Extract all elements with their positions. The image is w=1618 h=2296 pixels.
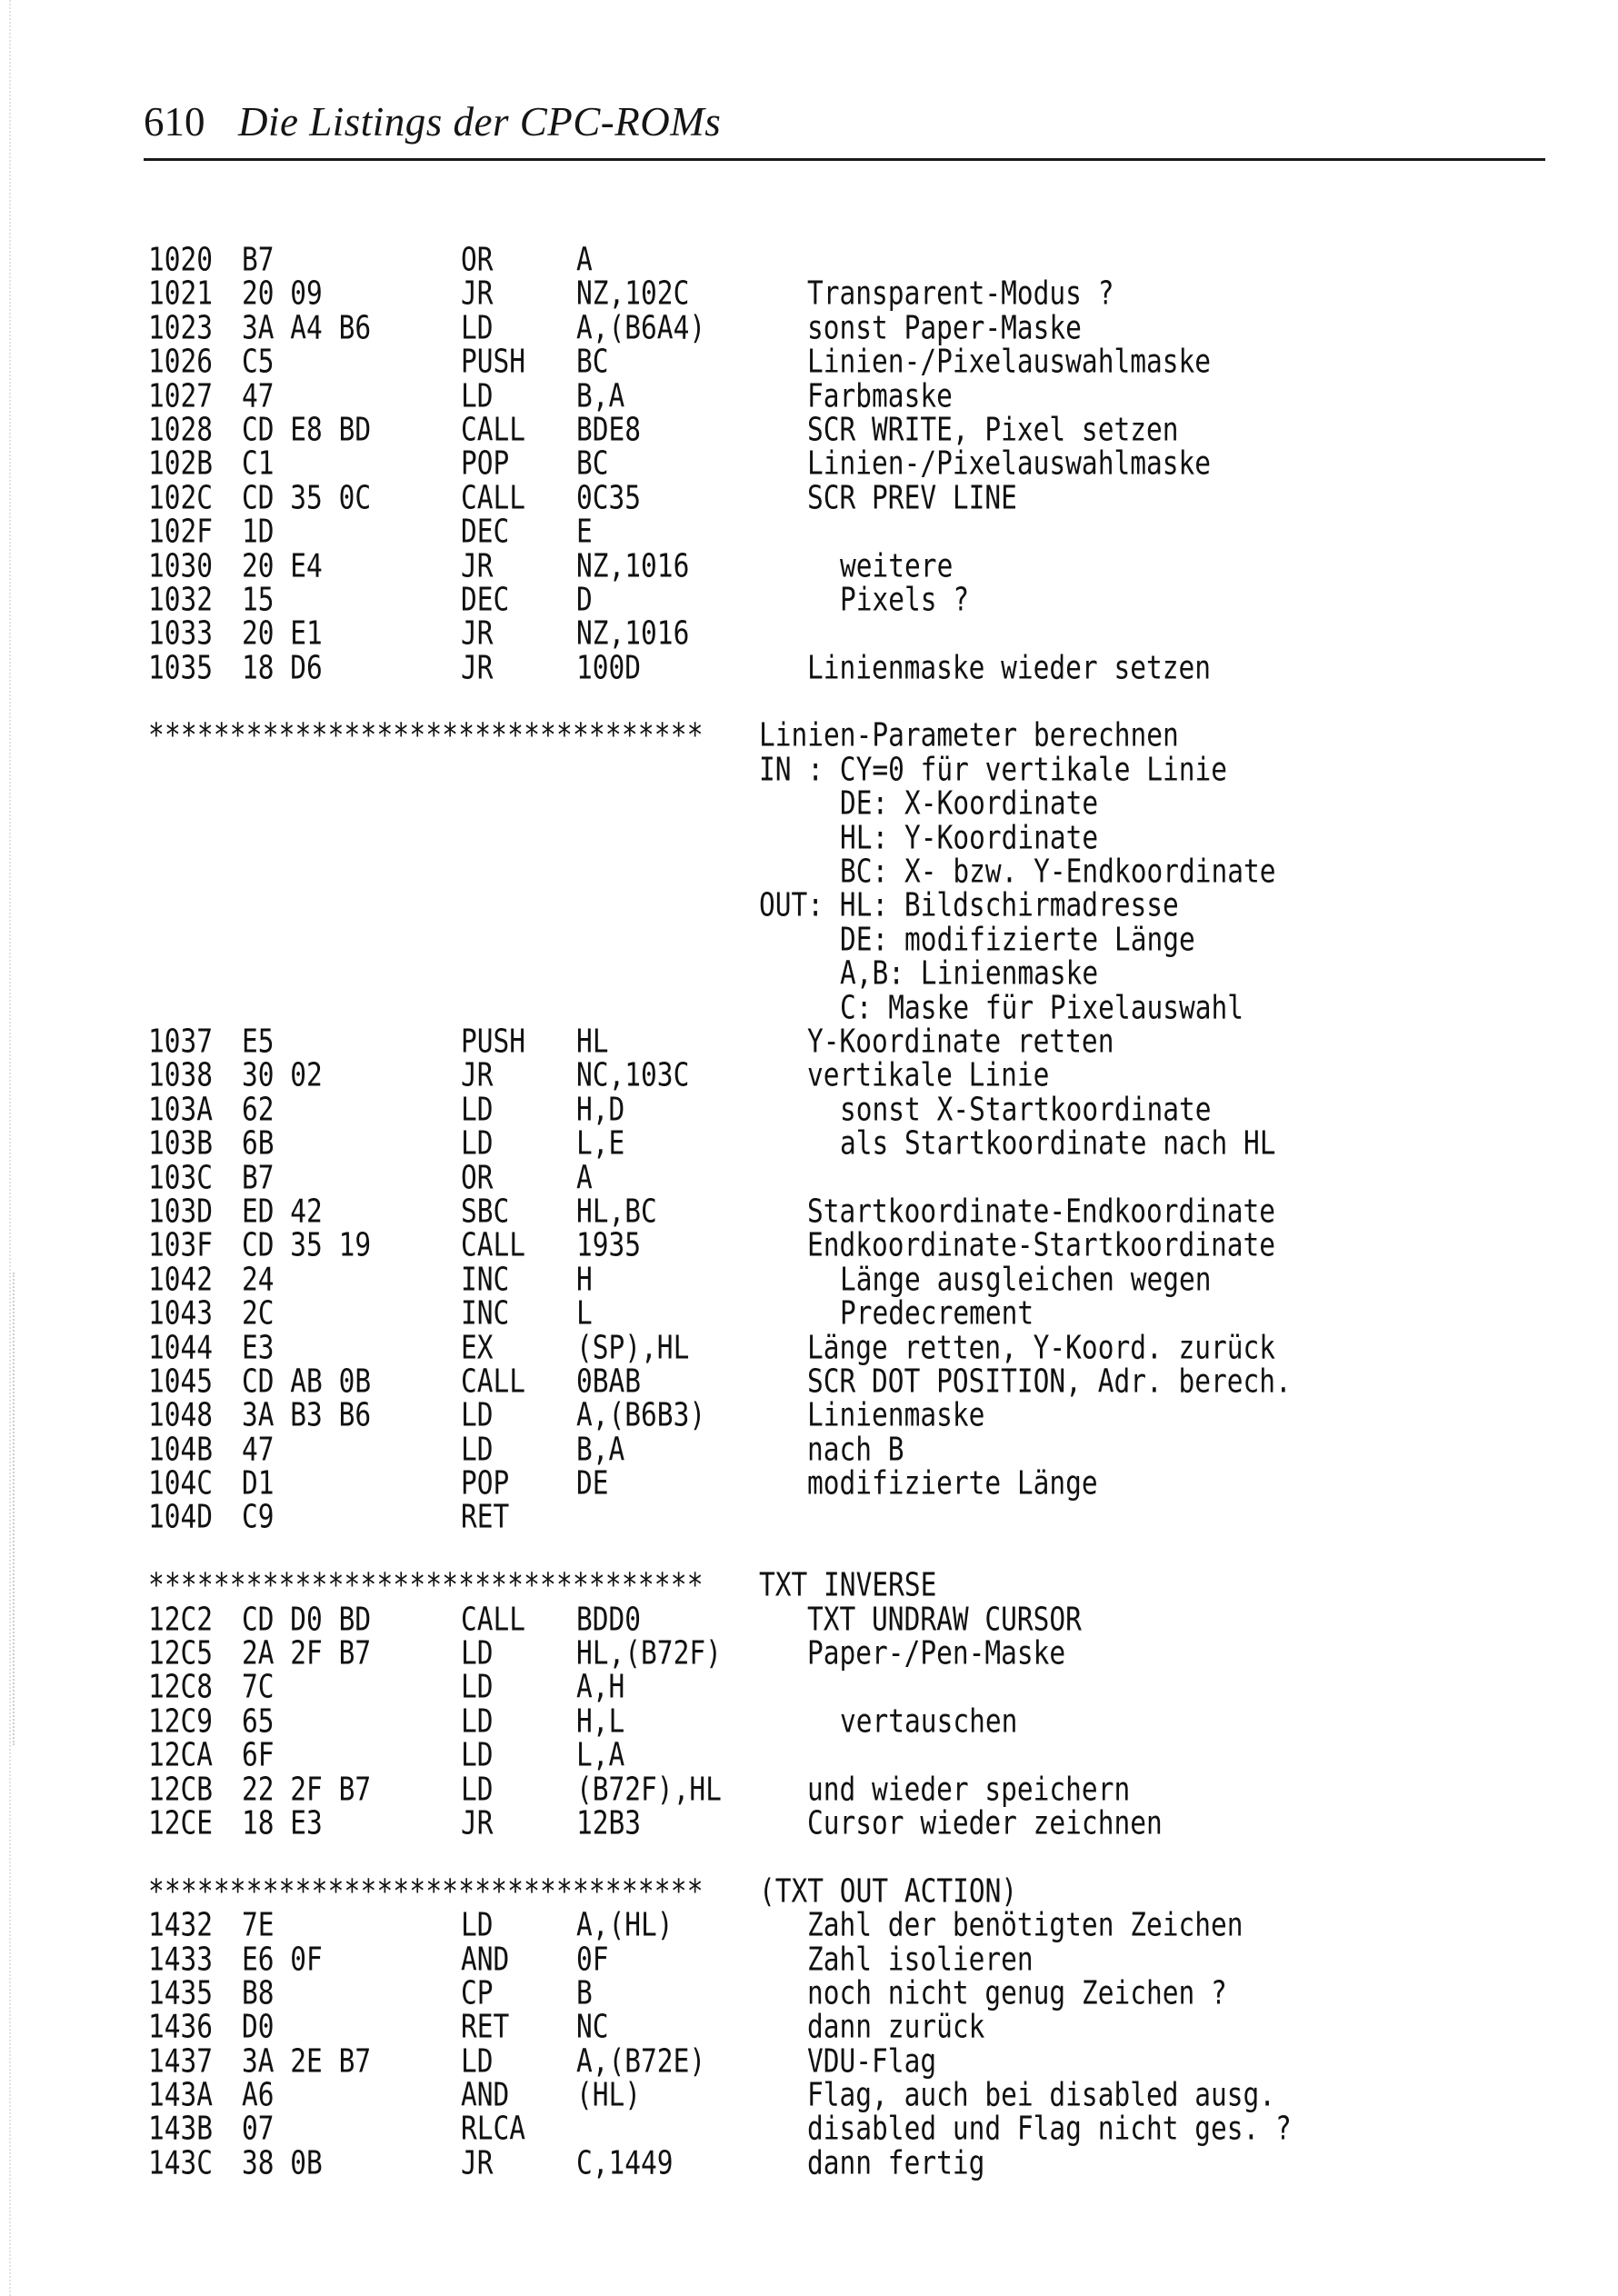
operand: NZ,1016 — [576, 614, 690, 653]
listing-row — [0, 1158, 1618, 1196]
address: 12CE — [148, 1803, 214, 1842]
address: 1035 — [148, 648, 214, 686]
opcode-bytes: D1 — [242, 1463, 275, 1502]
listing-row — [0, 342, 1618, 381]
opcode-bytes: 65 — [242, 1702, 275, 1740]
opcode-bytes: 7C — [242, 1668, 275, 1706]
address: 1432 — [148, 1905, 214, 1944]
opcode-bytes: 62 — [242, 1090, 275, 1128]
opcode-bytes: 22 2F B7 — [242, 1770, 372, 1808]
comment: TXT UNDRAW CURSOR — [807, 1600, 1082, 1638]
parameter-note — [0, 784, 1618, 823]
opcode-bytes: C9 — [242, 1498, 275, 1536]
operand: NZ,1016 — [576, 546, 690, 584]
comment: Linienmaske — [807, 1395, 985, 1434]
mnemonic: PUSH — [461, 342, 526, 381]
opcode-bytes: B7 — [242, 240, 275, 279]
address: 102C — [148, 478, 214, 516]
mnemonic: LD — [461, 1633, 494, 1672]
operand: 0F — [576, 1940, 609, 1978]
operand: A,(B6A4) — [576, 308, 706, 346]
mnemonic: OR — [461, 240, 494, 279]
operand: HL — [576, 1022, 609, 1061]
listing-row — [0, 1123, 1618, 1163]
opcode-bytes: 20 E1 — [242, 614, 323, 653]
opcode-bytes: 3A 2E B7 — [242, 2041, 372, 2080]
opcode-bytes: D0 — [242, 2008, 275, 2046]
opcode-bytes: C1 — [242, 444, 275, 483]
operand: B,A — [576, 1430, 625, 1468]
mnemonic: CALL — [461, 478, 526, 516]
listing-row — [0, 2143, 1618, 2182]
operand: (B72F),HL — [576, 1770, 722, 1808]
listing-row — [0, 1770, 1618, 1808]
listing-row — [0, 444, 1618, 483]
opcode-bytes: 20 09 — [242, 275, 323, 313]
address: 102B — [148, 444, 214, 483]
comment: Startkoordinate-Endkoordinate — [807, 1192, 1276, 1231]
note-text: DE: modifizierte Länge — [840, 920, 1195, 958]
comment: Länge ausgleichen wegen — [840, 1260, 1212, 1298]
comment: Flag, auch bei disabled ausg. — [807, 2075, 1276, 2114]
listing-row — [0, 1668, 1618, 1706]
mnemonic: OR — [461, 1158, 494, 1196]
mnemonic: INC — [461, 1293, 510, 1333]
operand: NC,103C — [576, 1056, 690, 1094]
comment: vertikale Linie — [807, 1056, 1050, 1094]
chapter-title: Die Listings der CPC-ROMs — [238, 99, 722, 145]
mnemonic: LD — [461, 1702, 494, 1740]
page-number: 610 — [144, 99, 205, 145]
operand: B — [576, 1973, 593, 2012]
mnemonic: CALL — [461, 1600, 526, 1638]
opcode-bytes: 18 D6 — [242, 648, 323, 686]
listing-row — [0, 1940, 1618, 1978]
address: 1436 — [148, 2008, 214, 2046]
opcode-bytes: 7E — [242, 1905, 275, 1944]
opcode-bytes: 6F — [242, 1735, 275, 1774]
comment: SCR PREV LINE — [807, 478, 1017, 516]
address: 1048 — [148, 1395, 214, 1434]
opcode-bytes: CD 35 19 — [242, 1226, 372, 1264]
operand: E — [576, 512, 593, 551]
comment: nach B — [807, 1430, 904, 1468]
address: 1042 — [148, 1260, 214, 1298]
operand: 100D — [576, 648, 642, 686]
parameter-note — [0, 750, 1618, 789]
address: 103C — [148, 1158, 214, 1196]
address: 1437 — [148, 2041, 214, 2080]
mnemonic: LD — [461, 2041, 494, 2080]
address: 1021 — [148, 275, 214, 313]
listing-row — [0, 376, 1618, 414]
comment: SCR WRITE, Pixel setzen — [807, 410, 1179, 449]
operand: BC — [576, 444, 609, 483]
mnemonic: RET — [461, 1498, 510, 1536]
comment: weitere — [840, 546, 954, 584]
mnemonic: RET — [461, 2008, 510, 2046]
address: 1045 — [148, 1362, 214, 1401]
comment: Pixels ? — [840, 580, 970, 619]
opcode-bytes: CD 35 0C — [242, 478, 372, 516]
opcode-bytes: E5 — [242, 1022, 275, 1061]
comment: dann fertig — [807, 2143, 985, 2182]
mnemonic: AND — [461, 2075, 510, 2114]
mnemonic: JR — [461, 1056, 494, 1094]
parameter-note — [0, 920, 1618, 958]
mnemonic: JR — [461, 614, 494, 653]
opcode-bytes: 2C — [242, 1293, 275, 1333]
comment: disabled und Flag nicht ges. ? — [807, 2110, 1292, 2148]
comment: und wieder speichern — [807, 1770, 1131, 1808]
address: 104C — [148, 1463, 214, 1502]
comment: dann zurück — [807, 2008, 985, 2046]
mnemonic: DEC — [461, 580, 510, 619]
listing-row — [0, 1293, 1618, 1333]
parameter-note — [0, 988, 1618, 1026]
operand: B,A — [576, 376, 625, 414]
listing-row — [0, 1395, 1618, 1434]
assembly-listing — [0, 240, 1618, 2182]
comment: noch nicht genug Zeichen ? — [807, 1973, 1227, 2012]
listing-row — [0, 512, 1618, 551]
opcode-bytes: 24 — [242, 1260, 275, 1298]
mnemonic: JR — [461, 546, 494, 584]
operand: BDD0 — [576, 1600, 642, 1638]
comment: Linien-/Pixelauswahlmaske — [807, 342, 1212, 381]
mnemonic: LD — [461, 1090, 494, 1128]
address: 104B — [148, 1430, 214, 1468]
section-title: Linien-Parameter berechnen — [759, 716, 1179, 754]
mnemonic: LD — [461, 1395, 494, 1434]
section-header — [0, 716, 1618, 754]
mnemonic: CP — [461, 1973, 494, 2012]
comment: Länge retten, Y-Koord. zurück — [807, 1328, 1276, 1366]
comment: SCR DOT POSITION, Adr. berech. — [807, 1362, 1292, 1401]
operand: DE — [576, 1463, 609, 1502]
opcode-bytes: 30 02 — [242, 1056, 323, 1094]
address: 1435 — [148, 1973, 214, 2012]
opcode-bytes: A6 — [242, 2075, 275, 2114]
listing-row — [0, 1600, 1618, 1638]
section-title: TXT INVERSE — [759, 1565, 937, 1604]
mnemonic: CALL — [461, 1226, 526, 1264]
opcode-bytes: CD E8 BD — [242, 410, 372, 449]
opcode-bytes: E6 0F — [242, 1940, 323, 1978]
operand: HL,(B72F) — [576, 1633, 722, 1672]
address: 1023 — [148, 308, 214, 346]
section-header — [0, 1565, 1618, 1604]
address: 12C2 — [148, 1600, 214, 1638]
comment: Endkoordinate-Startkoordinate — [807, 1226, 1276, 1264]
section-separator: ********************************** — [148, 716, 704, 754]
address: 1028 — [148, 410, 214, 449]
listing-row — [0, 1430, 1618, 1468]
mnemonic: RLCA — [461, 2110, 526, 2148]
section-title: (TXT OUT ACTION) — [759, 1872, 1018, 1910]
operand: H,D — [576, 1090, 625, 1128]
mnemonic: JR — [461, 648, 494, 686]
opcode-bytes: 3A A4 B6 — [242, 308, 372, 346]
comment: Linien-/Pixelauswahlmaske — [807, 444, 1212, 483]
listing-row — [0, 1056, 1618, 1094]
operand: L — [576, 1293, 593, 1333]
note-text: A,B: Linienmaske — [840, 953, 1099, 993]
operand: L,E — [576, 1123, 625, 1163]
mnemonic: LD — [461, 1905, 494, 1944]
note-text: DE: X-Koordinate — [840, 784, 1099, 823]
blank-line — [0, 1841, 1618, 1874]
listing-row — [0, 1735, 1618, 1774]
opcode-bytes: B8 — [242, 1973, 275, 2012]
comment: sonst Paper-Maske — [807, 308, 1082, 346]
listing-row — [0, 1328, 1618, 1366]
comment: Zahl der benötigten Zeichen — [807, 1905, 1243, 1944]
operand: BDE8 — [576, 410, 642, 449]
header-rule — [144, 158, 1545, 161]
operand: NC — [576, 2008, 609, 2046]
address: 143C — [148, 2143, 214, 2182]
address: 1038 — [148, 1056, 214, 1094]
address: 1037 — [148, 1022, 214, 1061]
operand: L,A — [576, 1735, 625, 1774]
address: 143A — [148, 2075, 214, 2114]
mnemonic: PUSH — [461, 1022, 526, 1061]
address: 103B — [148, 1123, 214, 1163]
address: 12CA — [148, 1735, 214, 1774]
address: 1433 — [148, 1940, 214, 1978]
operand: A — [576, 240, 593, 279]
mnemonic: POP — [461, 444, 510, 483]
mnemonic: CALL — [461, 1362, 526, 1401]
opcode-bytes: CD AB 0B — [242, 1362, 372, 1401]
address: 104D — [148, 1498, 214, 1536]
address: 103F — [148, 1226, 214, 1264]
opcode-bytes: 1D — [242, 512, 275, 551]
operand: 0BAB — [576, 1362, 642, 1401]
operand: A,H — [576, 1668, 625, 1706]
opcode-bytes: 20 E4 — [242, 546, 323, 584]
listing-row — [0, 2008, 1618, 2046]
operand: BC — [576, 342, 609, 381]
address: 12C8 — [148, 1668, 214, 1706]
operand: D — [576, 580, 593, 619]
operand: A,(B6B3) — [576, 1395, 706, 1434]
mnemonic: LD — [461, 1770, 494, 1808]
comment: Farbmaske — [807, 376, 953, 414]
address: 1044 — [148, 1328, 214, 1366]
address: 103D — [148, 1192, 214, 1231]
operand: A — [576, 1158, 593, 1196]
address: 1027 — [148, 376, 214, 414]
parameter-note — [0, 953, 1618, 993]
operand: 0C35 — [576, 478, 642, 516]
operand: NZ,102C — [576, 275, 690, 313]
note-text: BC: X- bzw. Y-Endkoordinate — [840, 852, 1276, 891]
opcode-bytes: 3A B3 B6 — [242, 1395, 372, 1434]
mnemonic: LD — [461, 1735, 494, 1774]
operand: (SP),HL — [576, 1328, 690, 1366]
listing-row — [0, 546, 1618, 584]
operand: HL,BC — [576, 1192, 657, 1231]
note-text: HL: Y-Koordinate — [840, 818, 1099, 856]
running-header — [144, 95, 1545, 149]
mnemonic: JR — [461, 1803, 494, 1842]
mnemonic: EX — [461, 1328, 494, 1366]
section-separator: ********************************** — [148, 1565, 704, 1604]
address: 1033 — [148, 614, 214, 653]
mnemonic: LD — [461, 1668, 494, 1706]
mnemonic: LD — [461, 1430, 494, 1468]
comment: Cursor wieder zeichnen — [807, 1803, 1163, 1842]
comment: als Startkoordinate nach HL — [840, 1123, 1276, 1163]
opcode-bytes: 47 — [242, 1430, 275, 1468]
mnemonic: JR — [461, 2143, 494, 2182]
section-separator: ********************************** — [148, 1872, 704, 1910]
opcode-bytes: 38 0B — [242, 2143, 323, 2182]
listing-row — [0, 277, 1618, 311]
mnemonic: INC — [461, 1260, 510, 1298]
address: 1026 — [148, 342, 214, 381]
address: 12C9 — [148, 1702, 214, 1740]
operand: H — [576, 1260, 593, 1298]
address: 1020 — [148, 240, 214, 279]
comment: Y-Koordinate retten — [807, 1022, 1114, 1061]
operand: H,L — [576, 1702, 625, 1740]
mnemonic: LD — [461, 308, 494, 346]
mnemonic: DEC — [461, 512, 510, 551]
opcode-bytes: B7 — [242, 1158, 275, 1196]
listing-row — [0, 614, 1618, 653]
comment: Zahl isolieren — [807, 1940, 1034, 1978]
note-text: IN : CY=0 für vertikale Linie — [759, 750, 1228, 789]
comment: Linienmaske wieder setzen — [807, 648, 1212, 686]
parameter-note — [0, 886, 1618, 924]
comment: Transparent-Modus ? — [807, 275, 1114, 313]
operand: A,(HL) — [576, 1905, 674, 1944]
comment: modifizierte Länge — [807, 1463, 1098, 1502]
address: 143B — [148, 2110, 214, 2148]
note-text: OUT: HL: Bildschirmadresse — [759, 886, 1179, 924]
mnemonic: SBC — [461, 1192, 510, 1231]
mnemonic: LD — [461, 1123, 494, 1163]
address: 1032 — [148, 580, 214, 619]
address: 12CB — [148, 1770, 214, 1808]
opcode-bytes: 6B — [242, 1123, 275, 1163]
operand: (HL) — [576, 2075, 642, 2114]
listing-row — [0, 1803, 1618, 1842]
opcode-bytes: E3 — [242, 1328, 275, 1366]
listing-row — [0, 1226, 1618, 1264]
comment: VDU-Flag — [807, 2041, 937, 2080]
note-text: C: Maske für Pixelauswahl — [840, 988, 1244, 1026]
mnemonic: AND — [461, 1940, 510, 1978]
listing-row — [0, 1498, 1618, 1536]
comment: Predecrement — [840, 1293, 1034, 1333]
comment: vertauschen — [840, 1702, 1018, 1740]
address: 102F — [148, 512, 214, 551]
listing-row — [0, 648, 1618, 686]
opcode-bytes: 2A 2F B7 — [242, 1633, 372, 1672]
parameter-note — [0, 818, 1618, 856]
mnemonic: CALL — [461, 410, 526, 449]
opcode-bytes: C5 — [242, 342, 275, 381]
operand: C,1449 — [576, 2143, 674, 2182]
operand: A,(B72E) — [576, 2041, 706, 2080]
address: 12C5 — [148, 1633, 214, 1672]
opcode-bytes: ED 42 — [242, 1192, 323, 1231]
mnemonic: POP — [461, 1463, 510, 1502]
opcode-bytes: 07 — [242, 2110, 275, 2148]
opcode-bytes: 18 E3 — [242, 1803, 323, 1842]
opcode-bytes: 47 — [242, 376, 275, 414]
address: 103A — [148, 1090, 214, 1128]
listing-row — [0, 1905, 1618, 1944]
mnemonic: LD — [461, 376, 494, 414]
opcode-bytes: CD D0 BD — [242, 1600, 372, 1638]
listing-row — [0, 2112, 1618, 2146]
address: 1043 — [148, 1293, 214, 1333]
operand: 1935 — [576, 1226, 642, 1264]
opcode-bytes: 15 — [242, 580, 275, 619]
comment: Paper-/Pen-Maske — [807, 1633, 1066, 1672]
comment: sonst X-Startkoordinate — [840, 1090, 1212, 1128]
operand: 12B3 — [576, 1803, 642, 1842]
address: 1030 — [148, 546, 214, 584]
mnemonic: JR — [461, 275, 494, 313]
